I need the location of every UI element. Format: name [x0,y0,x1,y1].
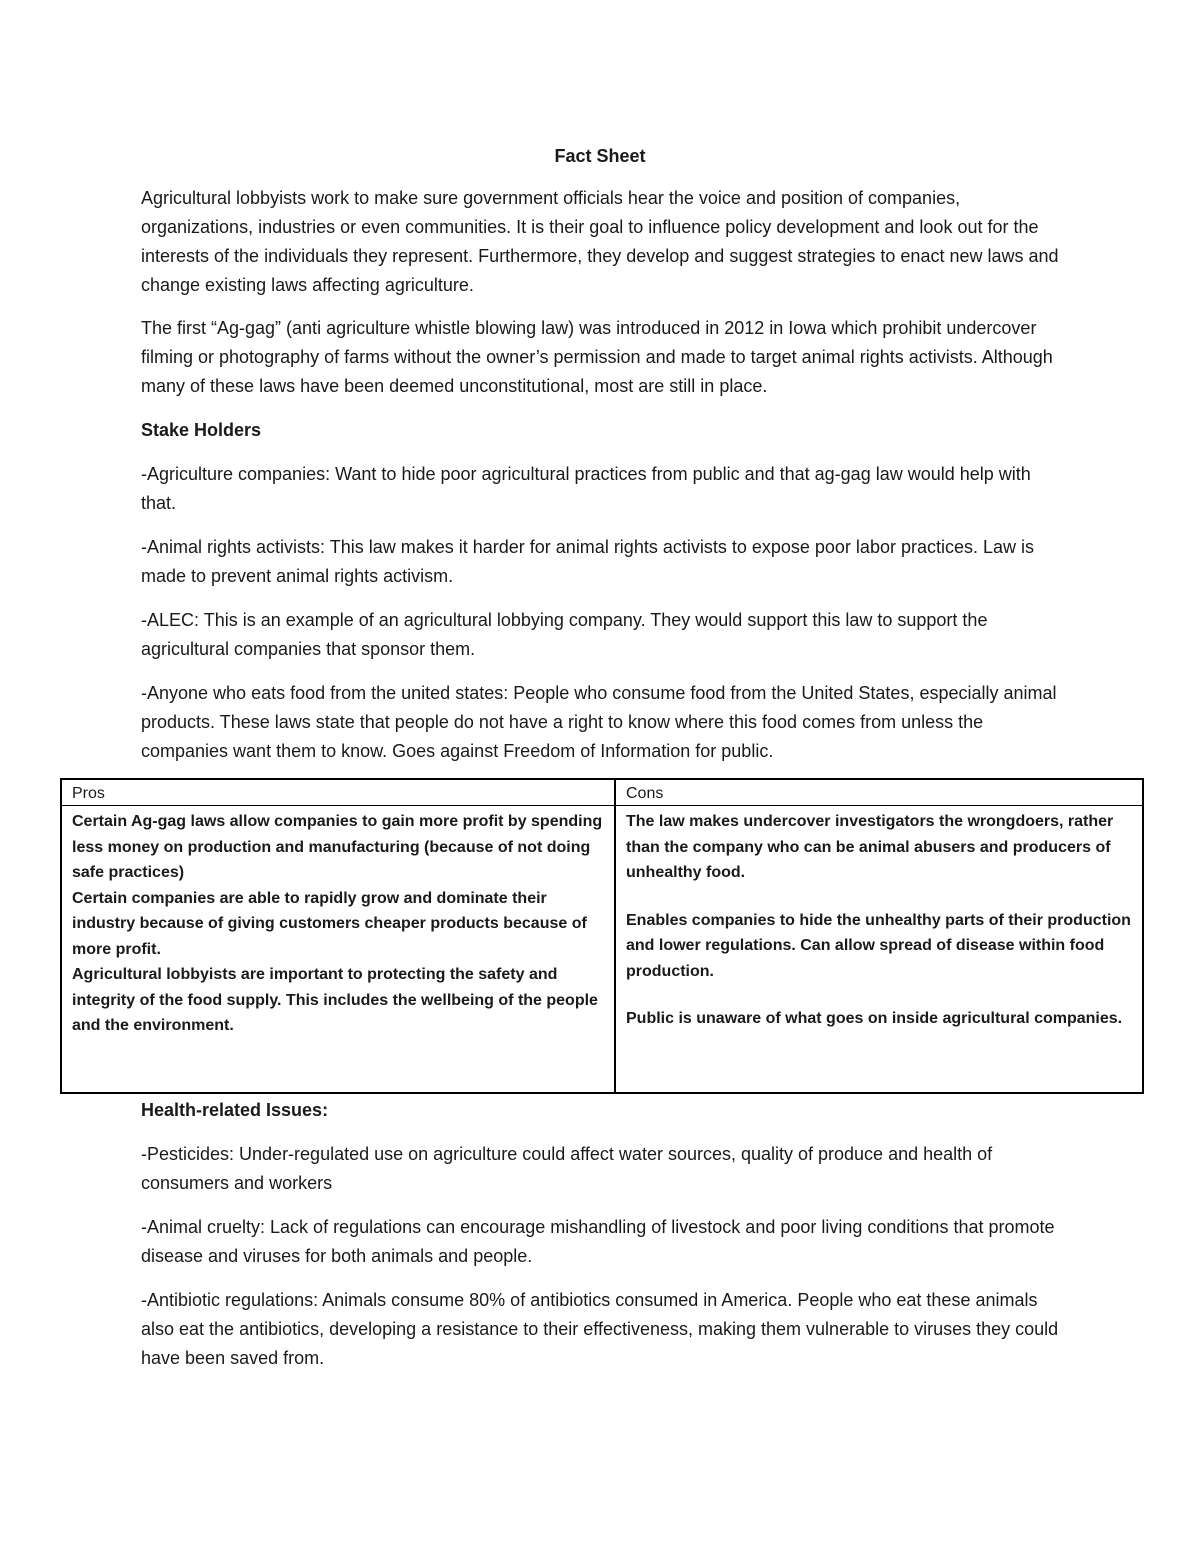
cons-cell [616,806,1142,1032]
pros-item: Certain Ag-gag laws allow companies to gain more profit by spending less money on production and manufacturing (because of not doing safe practices) [72,813,603,881]
pros-header: Pros [62,780,614,806]
cons-item: The law makes undercover investigators the wrongdoers, rather than the company who can be animal abusers and producers of unhealthy food. [626,813,1114,881]
page-title: Fact Sheet [554,146,646,166]
stakeholder-item: -Animal rights activists: This law makes it harder for animal rights activists to expose poor labor practices. Law is made to prevent animal rights activism. [141,537,1035,586]
cons-column [616,780,1142,1092]
health-item: -Animal cruelty: Lack of regulations can encourage mishandling of livestock and poor living conditions that promote disease and viruses for both animals and people. [141,1217,1055,1266]
cons-header: Cons [616,780,1142,806]
cons-item: Public is unaware of what goes on inside agricultural companies. [626,1010,1123,1027]
health-item: -Pesticides: Under-regulated use on agriculture could affect water sources, quality of produce and health of consumers and workers [141,1144,993,1193]
health-item: -Antibiotic regulations: Animals consume 80% of antibiotics consumed in America. People who eat these animals also eat the antibiotics, developing a resistance to their effectiveness, making them vulnerable to viruses they could have been saved from. [141,1290,1059,1368]
pros-item: Certain companies are able to rapidly grow and dominate their industry because of giving customers cheaper products because of more profit. [72,889,587,958]
stakeholder-item: -Agriculture companies: Want to hide poor agricultural practices from public and that ag-gag law would help with that. [141,464,1031,513]
cons-item: Enables companies to hide the unhealthy parts of their production and lower regulations. Can allow spread of disease within food production. [626,911,1131,980]
stakeholder-item: -ALEC: This is an example of an agricultural lobbying company. They would support this law to support the agricultural companies that sponsor them. [141,610,988,659]
pros-cell [62,806,614,1039]
stakeholder-item: -Anyone who eats food from the united states: People who consume food from the United States, especially animal products. These laws state that people do not have a right to know where this food comes from unless the companies want them to know. Goes against Freedom of Information for public. [141,683,1057,761]
pros-cons-table [60,778,1144,1094]
health-heading: Health-related Issues: [141,1100,329,1120]
intro-text: Agricultural lobbyists work to make sure government officials hear the voice and position of companies, organizations, industries or even communities. It is their goal to influence policy development and look out for the interests of the individuals they represent. Furthermore, they develop and suggest strategies to enact new laws and change existing laws affecting agriculture. [141,188,1059,295]
aggag-paragraph [141,314,1061,401]
stakeholders-list [141,460,1061,781]
aggag-text: The first “Ag-gag” (anti agriculture whistle blowing law) was introduced in 2012 in Iowa which prohibit undercover filming or photography of farms without the owner’s permission and made to target animal rights activists. Although many of these laws have been deemed unconstitutional, most are still in place. [141,318,1053,396]
stakeholders-heading: Stake Holders [141,420,262,440]
intro-paragraph [141,184,1061,300]
health-list [141,1140,1061,1388]
pros-column [62,780,616,1092]
pros-item: Agricultural lobbyists are important to protecting the safety and integrity of the food supply. This includes the wellbeing of the people and the environment. [72,966,598,1034]
